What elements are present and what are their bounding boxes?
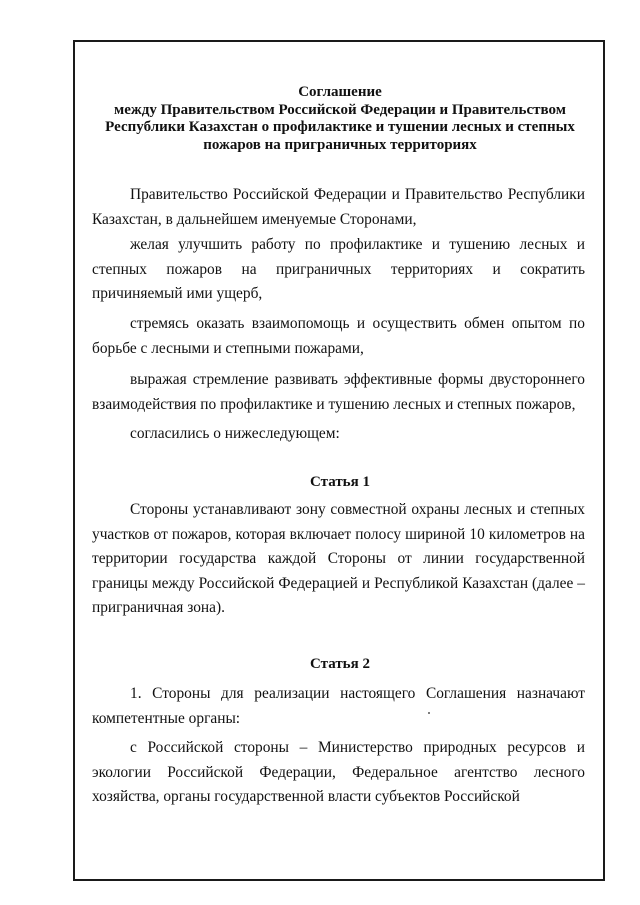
document-title	[80, 84, 600, 154]
preamble-paragraph-3: стремясь оказать взаимопомощь и осуществить обмен опытом по борьбе с лесными и степными пожарами,	[92, 315, 585, 357]
article-2-heading: Статья 2	[310, 656, 370, 672]
title-line-4: пожаров на приграничных территориях	[203, 136, 477, 153]
article-2-paragraph-1: 1. Стороны для реализации настоящего Соглашения назначают компетентные органы:	[92, 685, 585, 727]
title-line-3: Республики Казахстан о профилактике и тушении лесных и степных	[105, 119, 575, 135]
preamble-paragraph-5: согласились о нижеследующем:	[130, 425, 340, 442]
article-2-paragraph-2: с Российской стороны – Министерство природных ресурсов и экологии Российской Федерации, Федеральное агентство лесного хозяйства, органы государственной власти субъектов Российской	[92, 739, 585, 805]
title-line-2: между Правительством Российской Федерации и Правительством	[114, 101, 566, 118]
article-1-heading: Статья 1	[310, 474, 370, 490]
title-line-1: Соглашение	[298, 84, 382, 100]
scan-speck	[428, 712, 430, 714]
preamble-paragraph-4: выражая стремление развивать эффективные формы двустороннего взаимодействия по профилактике и тушению лесных и степных пожаров,	[92, 371, 585, 413]
preamble-paragraph-1: Правительство Российской Федерации и Правительство Республики Казахстан, в дальнейшем именуемые Сторонами,	[92, 186, 585, 228]
preamble-paragraph-2: желая улучшить работу по профилактике и тушению лесных и степных пожаров на приграничных территориях и сократить причиняемый ими ущерб,	[92, 236, 585, 302]
article-1-text: Стороны устанавливают зону совместной охраны лесных и степных участков от пожаров, которая включает полосу шириной 10 километров на территории государства каждой Стороны от линии государственной границы между Российской Федерацией и Республикой Казахстан (далее – приграничная зона).	[92, 501, 585, 616]
